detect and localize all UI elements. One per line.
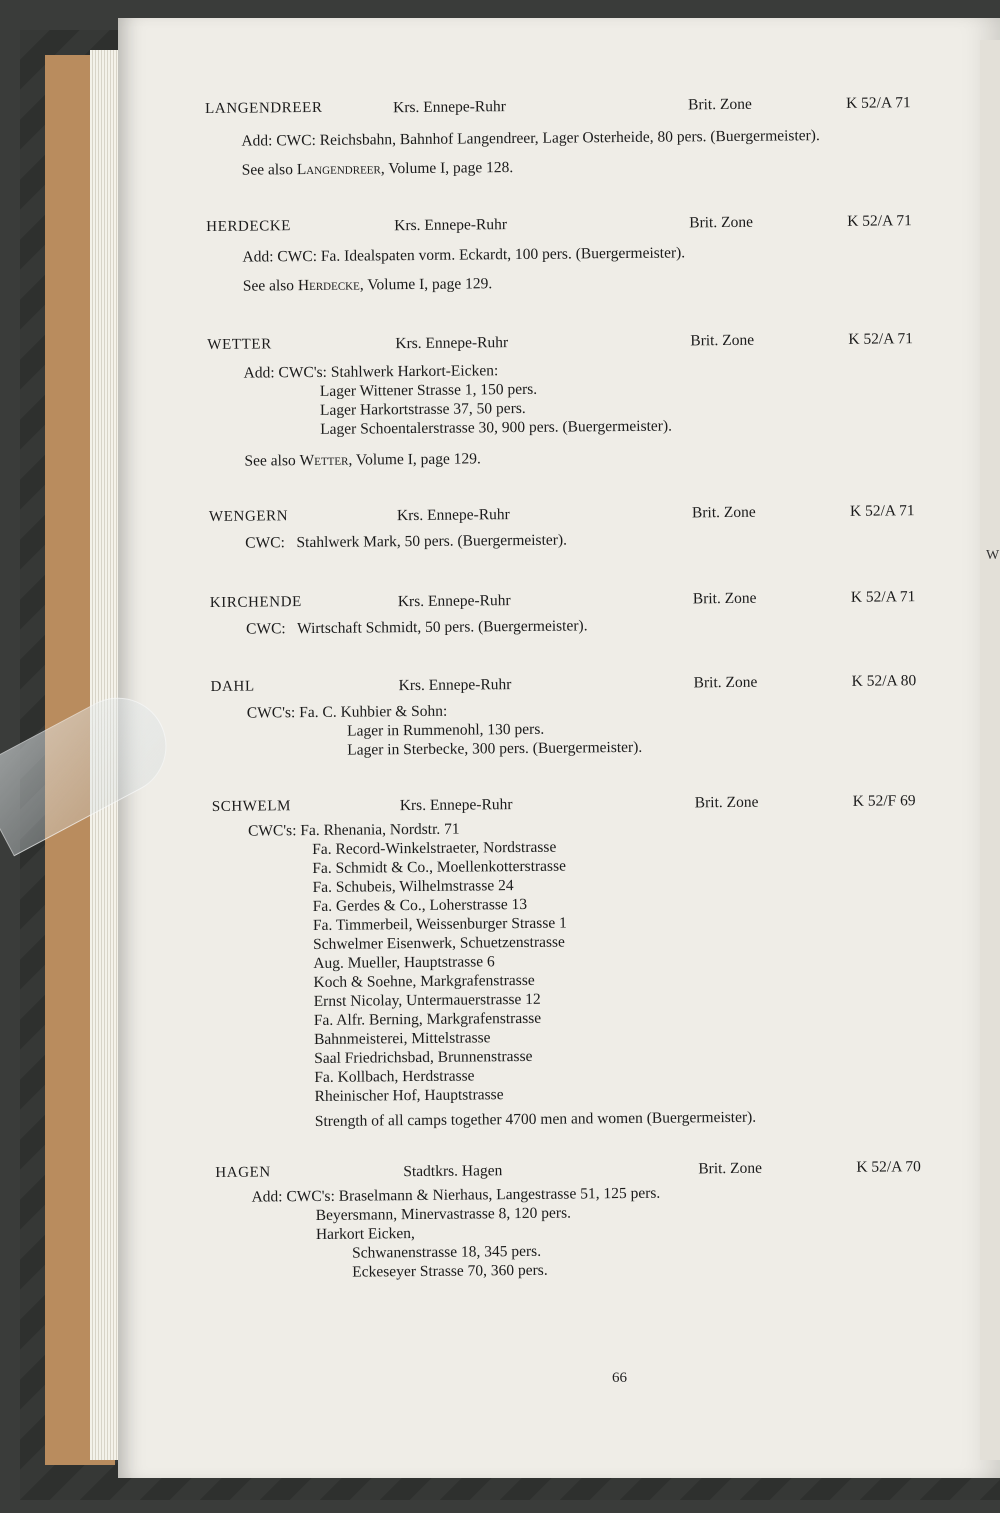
- list-item: Ernst Nicolay, Untermauerstrasse 12: [313, 990, 541, 1010]
- see-also-name: Langendreer: [296, 160, 381, 179]
- list-item: Saal Friedrichsbad, Brunnenstrasse: [314, 1047, 533, 1067]
- entry-text: Add: CWC's: Stahlwerk Harkort-Eicken:: [243, 362, 499, 382]
- see-also-pre: See also: [241, 161, 297, 179]
- list-item: Fa. Schmidt & Co., Moellenkotterstrasse: [312, 857, 567, 878]
- list-item: Beyersmann, Minervastrasse 8, 120 pers.: [315, 1204, 572, 1224]
- facing-page-edge: [980, 40, 1000, 1460]
- entry-langendreer: [205, 93, 941, 218]
- entry-text: Add: CWC: Reichsbahn, Bahnhof Langendreer, Lager Osterheide, 80 pers. (Buergermeister).: [241, 127, 820, 150]
- list-item: Fa. Alfr. Berning, Markgrafenstrasse: [313, 1009, 542, 1029]
- zone: Brit. Zone: [692, 589, 757, 608]
- list-item: Bahnmeisterei, Mittelstrasse: [313, 1029, 491, 1048]
- entry-kirchende: [210, 587, 946, 678]
- entry-herdecke: [206, 211, 942, 336]
- see-also: [207, 270, 942, 296]
- see-also-name: Herdecke: [297, 276, 360, 295]
- see-also-name: Wetter: [299, 451, 349, 470]
- see-also-pre: See also: [242, 277, 298, 295]
- zone: Brit. Zone: [690, 331, 755, 350]
- place-name: WETTER: [207, 336, 272, 353]
- map-code: K 52/A 80: [851, 672, 917, 690]
- zone: Brit. Zone: [689, 213, 753, 232]
- list-item: Fa. Schubeis, Wilhelmstrasse 24: [312, 877, 514, 897]
- entry-hagen: [215, 1157, 951, 1294]
- sub-line: Eckeseyer Strasse 70, 360 pers.: [352, 1261, 548, 1281]
- zone: Brit. Zone: [693, 673, 758, 692]
- place-name: HAGEN: [215, 1164, 271, 1181]
- entry-text: CWC: Wirtschaft Schmidt, 50 pers. (Buergermeister).: [245, 617, 588, 638]
- list-item: Aug. Mueller, Hauptstrasse 6: [313, 953, 495, 972]
- place-name: LANGENDREER: [205, 99, 323, 117]
- district: Krs. Ennepe-Ruhr: [396, 506, 510, 525]
- list-item: Fa. Timmerbeil, Weissenburger Strasse 1: [312, 914, 567, 935]
- place-name: SCHWELM: [211, 798, 292, 815]
- see-also-post: , Volume I, page 129.: [348, 450, 481, 469]
- place-name: DAHL: [210, 678, 255, 695]
- sub-line: Lager in Sterbecke, 300 pers. (Buergermeister).: [347, 738, 643, 759]
- see-also: [206, 154, 941, 180]
- map-code: K 52/A 71: [845, 94, 911, 112]
- district: Stadtkrs. Hagen: [403, 1162, 503, 1181]
- map-code: K 52/A 70: [856, 1158, 921, 1176]
- page-number: 66: [612, 1370, 627, 1386]
- entry-text: Add: CWC: Fa. Idealspaten vorm. Eckardt, 100 pers. (Buergermeister).: [242, 244, 686, 266]
- zone: Brit. Zone: [691, 503, 756, 522]
- list-item: Fa. Gerdes & Co., Loherstrasse 13: [312, 895, 528, 916]
- entry-text: CWC: Stahlwerk Mark, 50 pers. (Buergermeister).: [245, 531, 568, 552]
- district: Krs. Ennepe-Ruhr: [399, 796, 513, 815]
- sub-line: Schwanenstrasse 18, 345 pers.: [351, 1242, 542, 1262]
- district: Krs. Ennepe-Ruhr: [397, 592, 511, 611]
- place-name: KIRCHENDE: [209, 594, 302, 611]
- district: Krs. Ennepe-Ruhr: [395, 334, 509, 353]
- sub-line: Lager Wittener Strasse 1, 150 pers.: [319, 380, 538, 400]
- list-item: Fa. Kollbach, Herdstrasse: [314, 1067, 475, 1086]
- list-item: Schwelmer Eisenwerk, Schuetzenstrasse: [313, 933, 565, 954]
- zone: Brit. Zone: [698, 1159, 763, 1178]
- map-code: K 52/A 71: [850, 588, 916, 606]
- see-also-post: , Volume I, page 128.: [380, 159, 514, 178]
- see-also: [208, 445, 943, 471]
- place-name: HERDECKE: [206, 218, 292, 235]
- entry-schwelm: [212, 791, 950, 1164]
- see-also-post: , Volume I, page 129.: [359, 275, 493, 294]
- margin-char: W: [986, 548, 1000, 563]
- page-content: [205, 93, 951, 1294]
- place-name: WENGERN: [208, 508, 289, 525]
- entry-text: CWC's: Fa. Rhenania, Nordstr. 71: [247, 820, 460, 840]
- map-code: K 52/A 71: [847, 212, 912, 230]
- see-also-pre: See also: [244, 452, 300, 470]
- entry-text: CWC's: Fa. C. Kuhbier & Sohn:: [246, 702, 448, 722]
- entry-wengern: [209, 501, 945, 594]
- list-item: Harkort Eicken,: [315, 1225, 415, 1243]
- strength-note: Strength of all camps together 4700 men and women (Buergermeister).: [314, 1108, 757, 1130]
- list-item: Fa. Record-Winkelstraeter, Nordstrasse: [312, 838, 557, 859]
- map-code: K 52/A 71: [848, 330, 913, 348]
- entry-wetter: [207, 329, 944, 508]
- entry-dahl: [211, 671, 947, 798]
- zone: Brit. Zone: [694, 793, 759, 812]
- list-item: Rheinischer Hof, Hauptstrasse: [314, 1086, 504, 1105]
- list-item: Koch & Soehne, Markgrafenstrasse: [313, 971, 535, 991]
- map-code: K 52/F 69: [852, 792, 916, 810]
- sub-line: Lager Schoentalerstrasse 30, 900 pers. (Buergermeister).: [320, 417, 673, 438]
- sub-line: Lager Harkortstrasse 37, 50 pers.: [319, 399, 526, 419]
- district: Krs. Ennepe-Ruhr: [394, 216, 508, 235]
- zone: Brit. Zone: [687, 95, 752, 114]
- map-code: K 52/A 71: [849, 502, 915, 520]
- district: Krs. Ennepe-Ruhr: [398, 676, 512, 695]
- district: Krs. Ennepe-Ruhr: [393, 98, 506, 117]
- sub-line: Lager in Rummenohl, 130 pers.: [346, 720, 545, 740]
- entry-text: Add: CWC's: Braselmann & Nierhaus, Langestrasse 51, 125 pers.: [251, 1184, 661, 1206]
